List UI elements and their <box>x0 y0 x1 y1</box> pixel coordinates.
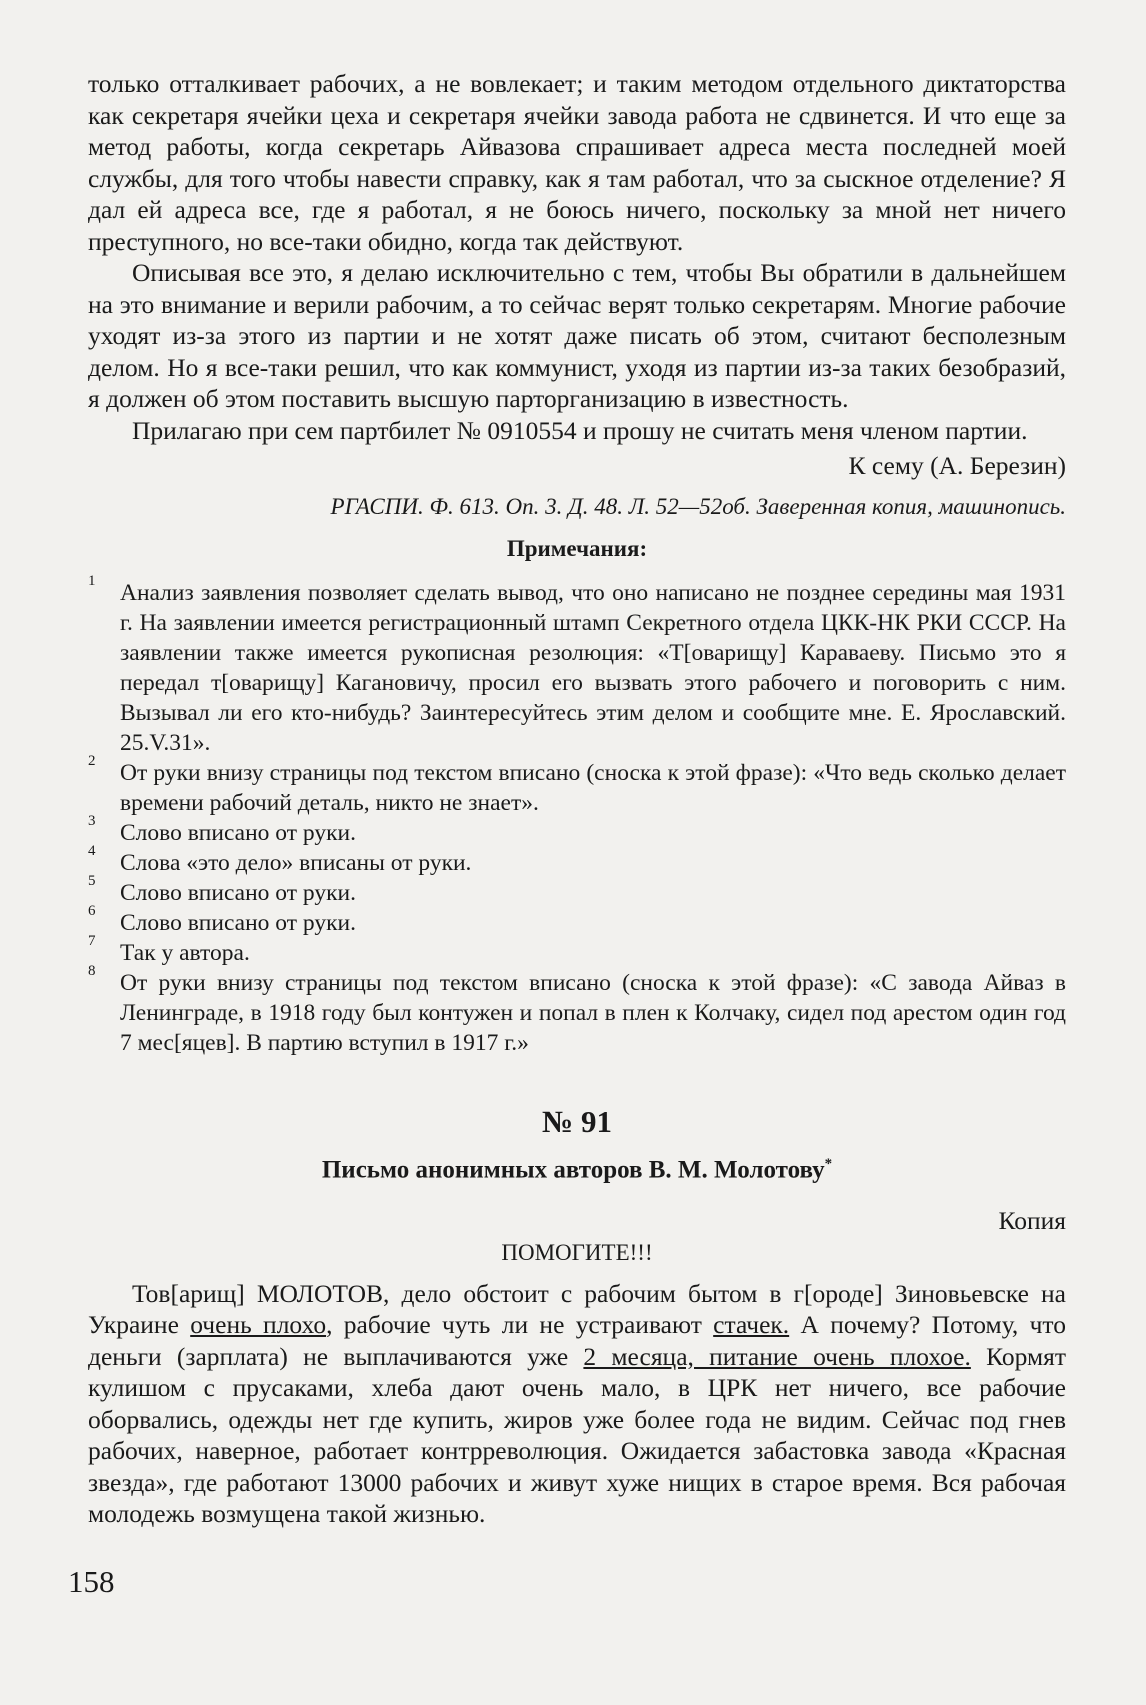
note-text: Слова «это дело» вписаны от руки. <box>120 849 472 876</box>
paragraph: только отталкивает рабочих, а не вовлекает; и таким методом отдельного диктаторства как секретаря ячейки цеха и секретаря ячейки завода работа не сдвинется. И что еще за метод работы, когда секретарь Айвазова спрашивает адреса места последней моей службы, для того чтобы навести справку, как я там работал, что за сыскное отделение? Я дал ей адреса все, где я работал, я не боюсь ничего, поскольку за мной нет ничего преступного, но все-таки обидно, когда так действуют. <box>88 69 1066 256</box>
note-item <box>88 752 1066 818</box>
note-item <box>88 962 1066 1058</box>
note-number: 1 <box>88 572 96 589</box>
title-footnote-mark: * <box>824 1155 833 1172</box>
letter-heading: ПОМОГИТЕ!!! <box>501 1239 653 1265</box>
note-item <box>88 812 1066 848</box>
note-number: 7 <box>88 932 96 949</box>
note-item <box>88 872 1066 908</box>
note-text: От руки внизу страницы под текстом вписано (сноска к этой фразе): «С завода Айваз в Ленинграде, в 1918 году был контужен и попал в плен к Колчаку, сидел под арестом один год 7 мес[яцев]. В партию вступил в 1917 г.» <box>120 969 1066 1056</box>
letter-text: , рабочие чуть ли не устраивают <box>326 1310 714 1340</box>
note-item <box>88 932 1066 968</box>
page-number: 158 <box>68 1564 115 1599</box>
note-number: 3 <box>88 812 96 829</box>
paragraph: Прилагаю при сем партбилет № 0910554 и прошу не считать меня членом партии. <box>132 415 1028 445</box>
note-number: 8 <box>88 962 96 979</box>
document-title-text: Письмо анонимных авторов В. М. Молотову <box>321 1155 825 1183</box>
note-text: Слово вписано от руки. <box>120 909 356 936</box>
note-item <box>88 842 1066 878</box>
underlined-text: очень плохо <box>190 1310 327 1340</box>
notes-list <box>88 572 1066 1058</box>
note-item <box>88 902 1066 938</box>
note-number: 2 <box>88 752 96 769</box>
note-text: Слово вписано от руки. <box>120 819 356 846</box>
note-item <box>88 572 1066 758</box>
note-number: 5 <box>88 872 96 889</box>
signature: К сему (А. Березин) <box>848 451 1066 480</box>
note-number: 6 <box>88 902 96 919</box>
paragraph: Описывая все это, я делаю исключительно с тем, чтобы Вы обратили в дальнейшем на это внимание и верили рабочим, а то сейчас верят только секретарям. Многие рабочие уходят из-за этого из партии и не хотят даже писать об этом, считают бесполезным делом. Но я все-таки решил, что как коммунист, уходя из партии из-за таких безобразий, я должен об этом поставить высшую парторганизацию в известность. <box>88 258 1066 413</box>
letter-text: Тов[арищ] МОЛОТОВ, дело обстоит с рабочим бытом в г[ороде] Зиновьевске на Украине <box>88 1278 1066 1340</box>
note-text: От руки внизу страницы под текстом вписано (сноска к этой фразе): «Что ведь сколько делает времени рабочий деталь, никто не знает». <box>120 759 1066 816</box>
letter-body <box>88 1278 1066 1530</box>
document-title <box>88 1156 1066 1184</box>
archive-source: РГАСПИ. Ф. 613. Оп. 3. Д. 48. Л. 52—52об. Заверенная копия, машинопись. <box>330 493 1066 519</box>
note-number: 4 <box>88 842 96 859</box>
note-text: Слово вписано от руки. <box>120 879 356 906</box>
note-text: Анализ заявления позволяет сделать вывод, что оно написано не позднее середины мая 1931 г. На заявлении имеется регистрационный штамп Секретного отдела ЦКК-НК РКИ СССР. На заявлении также имеется рукописная резолюция: «Т[оварищу] Караваеву. Письмо это я передал т[оварищу] Кагановичу, просил его вызвать этого рабочего и поговорить с ним. Вызывал ли его кто-нибудь? Заинтересуйтесь этим делом и сообщите мне. Е. Ярославский. 25.V.31». <box>120 579 1066 756</box>
copy-label: Копия <box>998 1205 1066 1235</box>
underlined-text: стачек. <box>713 1310 790 1340</box>
document-number: № 91 <box>542 1103 612 1139</box>
notes-heading: Примечания: <box>506 535 648 561</box>
letter-text: Кормят кулишом с прусаками, хлеба дают очень мало, в ЦРК нет ничего, все рабочие оборвались, одежды нет где купить, жиров уже более года не видим. Сейчас под гнев рабочих, наверное, работает контрреволюция. Ожидается забастовка завода «Красная звезда», где работают 13000 рабочих и живут хуже нищих в старое время. Вся рабочая молодежь возмущена такой жизнью. <box>88 1341 1066 1529</box>
underlined-text: 2 месяца, питание очень плохое. <box>583 1341 971 1371</box>
note-text: Так у автора. <box>120 939 250 966</box>
letter-text: А почему? Потому, что деньги (зарплата) не выплачиваются уже <box>88 1310 1066 1371</box>
